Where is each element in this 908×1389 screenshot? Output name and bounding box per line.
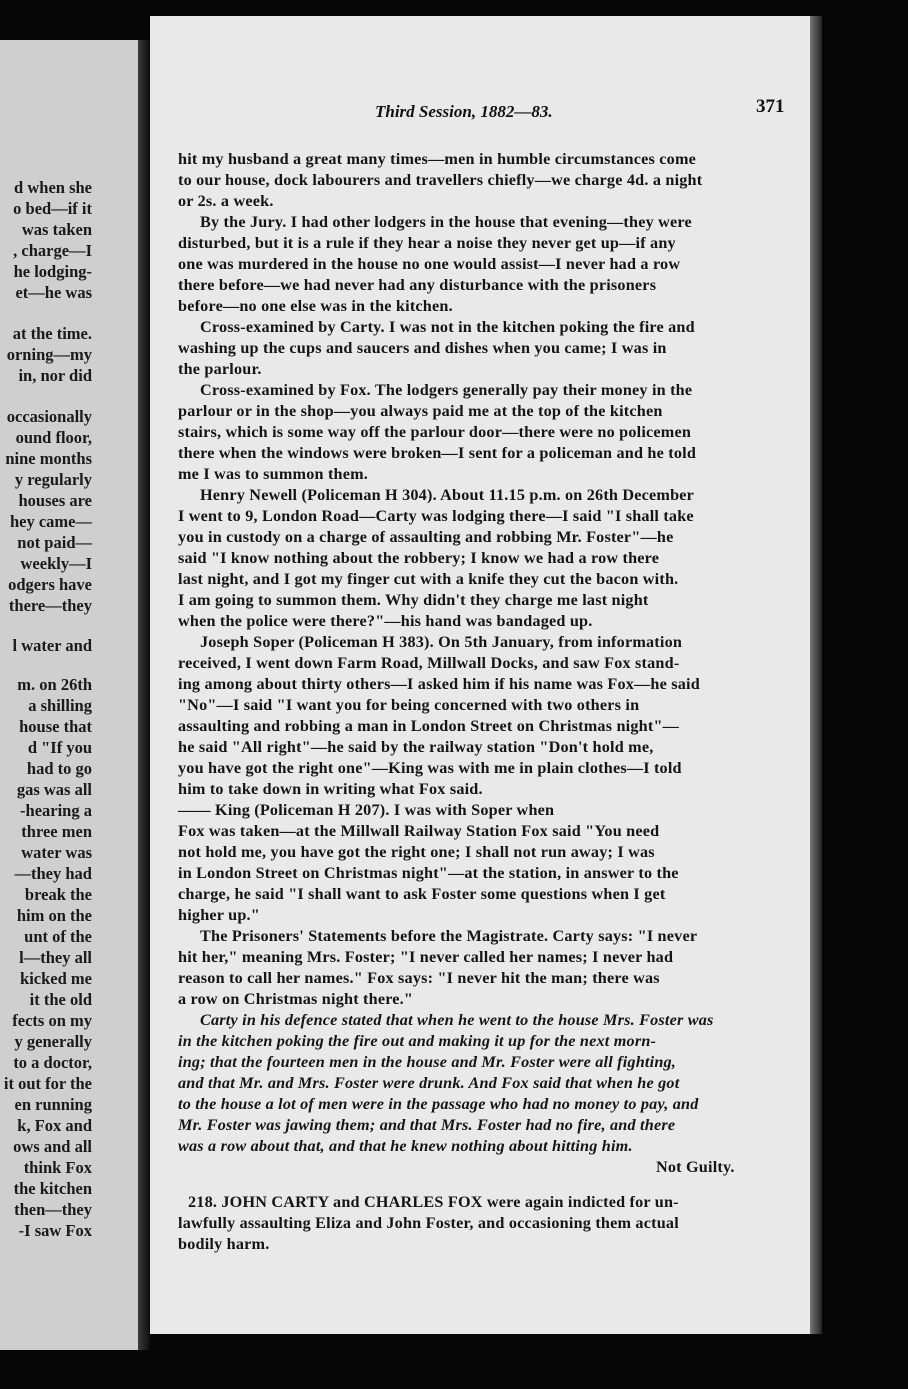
body-text-line: not hold me, you have got the right one; I shall not run away; I was	[178, 843, 655, 861]
left-page-line: him on the	[16, 906, 92, 925]
body-text-line: to our house, dock labourers and travellers chiefly—we charge 4d. a night	[178, 171, 703, 189]
body-text-line: received, I went down Farm Road, Millwall Docks, and saw Fox stand-	[178, 654, 680, 672]
left-page-line: occasionally	[6, 407, 92, 426]
left-page-line: kicked me	[20, 969, 92, 988]
body-text-line: last night, and I got my finger cut with a knife they cut the bacon with.	[178, 570, 679, 588]
left-page-line: -I saw Fox	[18, 1221, 92, 1240]
body-text-line: parlour or in the shop—you always paid me at the top of the kitchen	[178, 402, 663, 420]
left-page-line: l—they all	[19, 948, 92, 967]
left-page-line: fects on my	[12, 1011, 92, 1030]
left-page-line: it out for the	[3, 1074, 92, 1093]
body-text-line: charge, he said "I shall want to ask Foster some questions when I get	[178, 885, 666, 903]
book-edge	[810, 16, 822, 1334]
body-text-line: I am going to summon them. Why didn't they charge me last night	[178, 591, 649, 609]
left-page-line: ound floor,	[15, 428, 92, 447]
left-page-line: d "If you	[27, 738, 92, 757]
body-text-line: Mr. Foster was jawing them; and that Mrs. Foster had no fire, and there	[178, 1116, 676, 1134]
left-page-line: the kitchen	[13, 1179, 92, 1198]
body-text-line: Henry Newell (Policeman H 304). About 11.15 p.m. on 26th December	[200, 486, 695, 504]
left-page-line: odgers have	[8, 575, 92, 594]
page-number: 371	[756, 96, 785, 117]
case-218-line: lawfully assaulting Eliza and John Foster, and occasioning them actual	[178, 1214, 679, 1232]
case-218-line: bodily harm.	[178, 1235, 270, 1253]
left-page-line: in, nor did	[18, 366, 92, 385]
left-page-line: was taken	[21, 220, 92, 239]
body-text-line: disturbed, but it is a rule if they hear a noise they never get up—if any	[178, 234, 676, 252]
book-gutter	[138, 40, 150, 1350]
left-page-line: he lodging-	[13, 262, 92, 281]
left-page-line: it the old	[29, 990, 92, 1009]
body-text-line: "No"—I said "I want you for being concerned with two others in	[178, 696, 640, 714]
verdict-not-guilty: Not Guilty.	[656, 1158, 735, 1176]
left-page-line: to a doctor,	[13, 1053, 92, 1072]
body-text-line: I went to 9, London Road—Carty was lodging there—I said "I shall take	[178, 507, 694, 525]
body-text-line: Fox was taken—at the Millwall Railway Station Fox said "You need	[178, 822, 660, 840]
body-text-line: you have got the right one"—King was with me in plain clothes—I told	[178, 759, 682, 777]
body-text-line: said "I know nothing about the robbery; I know we had a row there	[178, 549, 660, 567]
body-text-line: and that Mr. and Mrs. Foster were drunk. And Fox said that when he got	[178, 1074, 680, 1092]
body-text-line: Cross-examined by Carty. I was not in the kitchen poking the fire and	[200, 318, 695, 336]
body-text-line: ing; that the fourteen men in the house and Mr. Foster were all fighting,	[178, 1053, 677, 1071]
left-page-line: at the time.	[12, 324, 92, 343]
left-page-line: o bed—if it	[13, 199, 92, 218]
left-page-line: orning—my	[6, 345, 92, 364]
left-page-line: -hearing a	[20, 801, 92, 820]
body-text-line: stairs, which is some way off the parlour door—there were no policemen	[178, 423, 692, 441]
left-page-line: think Fox	[23, 1158, 92, 1177]
body-text-line: was a row about that, and that he knew nothing about hitting him.	[178, 1137, 633, 1155]
left-page-line: k, Fox and	[17, 1116, 92, 1135]
left-page-line: house that	[19, 717, 92, 736]
body-text-line: higher up."	[178, 906, 260, 924]
body-text-line: there before—we had never had any disturbance with the prisoners	[178, 276, 657, 294]
body-text-line: hit my husband a great many times—men in humble circumstances come	[178, 150, 697, 168]
left-page-line: weekly—I	[20, 554, 92, 573]
left-page-line: m. on 26th	[17, 675, 92, 694]
body-text-line: —— King (Policeman H 207). I was with Soper when	[178, 801, 555, 819]
left-page-line: l water and	[12, 636, 92, 655]
body-text-line: a row on Christmas night there."	[178, 990, 414, 1008]
body-text-line: to the house a lot of men were in the passage who had no money to pay, and	[178, 1095, 699, 1113]
left-page-line: gas was all	[16, 780, 92, 799]
body-text-line: ing among about thirty others—I asked him if his name was Fox—he said	[178, 675, 700, 693]
page-header	[150, 96, 810, 128]
body-text-line: in the kitchen poking the fire out and making it up for the next morn-	[178, 1032, 657, 1050]
body-text-line: me I was to summon them.	[178, 465, 369, 483]
left-page-line: unt of the	[24, 927, 92, 946]
left-page-line: three men	[21, 822, 92, 841]
body-text-line: he said "All right"—he said by the railway station "Don't hold me,	[178, 738, 654, 756]
body-text-line: when the police were there?"—his hand was bandaged up.	[178, 612, 593, 630]
left-page-line: not paid—	[17, 533, 92, 552]
left-page-line: , charge—I	[13, 241, 92, 260]
body-text-line: assaulting and robbing a man in London Street on Christmas night"—	[178, 717, 680, 735]
body-text-line: or 2s. a week.	[178, 192, 274, 210]
left-page-line: water was	[21, 843, 92, 862]
body-text-line: washing up the cups and saucers and dishes when you came; I was in	[178, 339, 667, 357]
left-page-line: ows and all	[13, 1137, 92, 1156]
right-page	[150, 16, 810, 1334]
body-text-line: in London Street on Christmas night"—at the station, in answer to the	[178, 864, 679, 882]
left-page-line: —they had	[14, 864, 92, 883]
left-page-line: break the	[24, 885, 92, 904]
left-page-line: y regularly	[14, 470, 92, 489]
body-text-line: By the Jury. I had other lodgers in the house that evening—they were	[200, 213, 692, 231]
body-text-line: Carty in his defence stated that when he went to the house Mrs. Foster was	[200, 1011, 714, 1029]
left-page-line: a shilling	[28, 696, 92, 715]
left-page-line: y generally	[14, 1032, 92, 1051]
body-text-line: The Prisoners' Statements before the Magistrate. Carty says: "I never	[200, 927, 698, 945]
body-text-line: the parlour.	[178, 360, 262, 378]
left-page-line: then—they	[14, 1200, 92, 1219]
body-text-line: there when the windows were broken—I sent for a policeman and he told	[178, 444, 697, 462]
case-218-line: 218. JOHN CARTY and CHARLES FOX were again indicted for un-	[188, 1193, 679, 1211]
body-text-line: Cross-examined by Fox. The lodgers generally pay their money in the	[200, 381, 693, 399]
left-page-line: hey came—	[9, 512, 92, 531]
left-page-fragment	[0, 40, 138, 1350]
body-text-line: one was murdered in the house no one would assist—I never had a row	[178, 255, 681, 273]
left-page-line: there—they	[8, 596, 92, 615]
left-page-line: en running	[14, 1095, 92, 1114]
left-page-line: nine months	[5, 449, 92, 468]
body-text-line: before—no one else was in the kitchen.	[178, 297, 453, 315]
left-page-line: houses are	[18, 491, 92, 510]
running-head: Third Session, 1882—83.	[375, 102, 553, 121]
left-page-line: et—he was	[15, 283, 92, 302]
body-text-line: Joseph Soper (Policeman H 383). On 5th January, from information	[200, 633, 683, 651]
left-page-line: d when she	[14, 178, 92, 197]
body-text-line: you in custody on a charge of assaulting and robbing Mr. Foster"—he	[178, 528, 674, 546]
body-text-line: reason to call her names." Fox says: "I never hit the man; there was	[178, 969, 660, 987]
body-text-line: hit her," meaning Mrs. Foster; "I never called her names; I never had	[178, 948, 674, 966]
left-page-line: had to go	[26, 759, 92, 778]
body-text-line: him to take down in writing what Fox said.	[178, 780, 483, 798]
